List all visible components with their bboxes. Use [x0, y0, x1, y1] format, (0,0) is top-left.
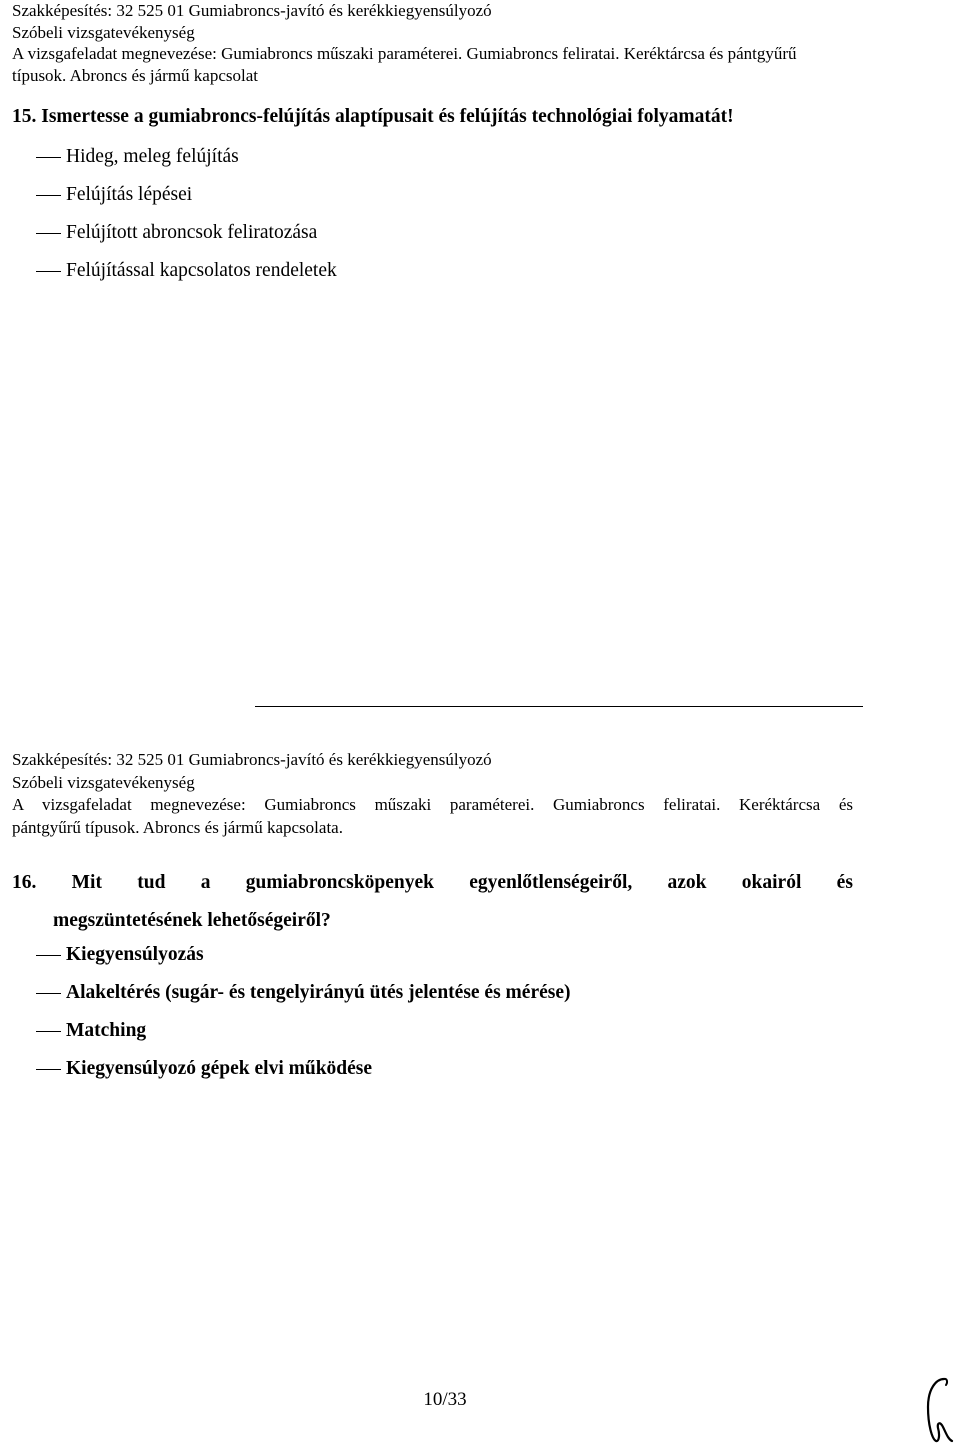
- question-16-title: [12, 864, 853, 940]
- list-item-text: Felújítással kapcsolatos rendeletek: [66, 260, 337, 281]
- list-item: [36, 1056, 571, 1094]
- list-item: [36, 182, 337, 220]
- list-item-text: Hideg, meleg felújítás: [66, 146, 239, 167]
- list-item-text: Kiegyensúlyozó gépek elvi működése: [66, 1058, 373, 1079]
- page-number: 10/33: [423, 1389, 467, 1410]
- list-item-text: Matching: [66, 1020, 147, 1041]
- dash-bullet-icon: [36, 955, 61, 956]
- list-item: [36, 942, 571, 980]
- question-word: okairól: [741, 872, 802, 893]
- list-item-text: Kiegyensúlyozás: [66, 944, 204, 965]
- question-word: egyenlőtlenségeiről,: [469, 872, 633, 893]
- section-header-line: pántgyűrű típusok. Abroncs és jármű kapcsolata.: [12, 817, 343, 837]
- header-line: A vizsgafeladat megnevezése: Gumiabroncs műszaki paraméterei. Gumiabroncs feliratai. Keréktárcsa és pántgyűrű: [12, 44, 797, 63]
- question-16-line2: megszüntetésének lehetőségeiről?: [53, 910, 331, 931]
- question-16-list: [36, 942, 571, 1094]
- header-line: Szakképesítés: 32 525 01 Gumiabroncs-javító és kerékkiegyensúlyozó: [12, 1, 492, 20]
- dash-bullet-icon: [36, 233, 61, 234]
- header-line: Szóbeli vizsgatevékenység: [12, 22, 195, 42]
- header-line: típusok. Abroncs és jármű kapcsolat: [12, 65, 258, 85]
- question-word: gumiabroncsköpenyek: [245, 872, 434, 893]
- section-header-line: A vizsgafeladat megnevezése: Gumiabroncs műszaki paraméterei. Gumiabroncs feliratai. Keréktárcsa és: [12, 795, 853, 814]
- question-word: és: [836, 872, 853, 893]
- question-15-list: [36, 144, 337, 296]
- question-word: a: [200, 872, 211, 893]
- dash-bullet-icon: [36, 157, 61, 158]
- question-word: tud: [137, 872, 166, 893]
- dash-bullet-icon: [36, 993, 61, 994]
- dash-bullet-icon: [36, 271, 61, 272]
- dash-bullet-icon: [36, 1031, 61, 1032]
- dash-bullet-icon: [36, 195, 61, 196]
- list-item-text: Felújítás lépései: [66, 184, 193, 205]
- horizontal-divider: [255, 706, 863, 707]
- list-item: [36, 220, 337, 258]
- question-number: 16.: [12, 872, 37, 893]
- page-header: [12, 0, 942, 86]
- handwritten-signature-icon: [918, 1373, 958, 1445]
- list-item-text: Alakeltérés (sugár- és tengelyirányú ütés jelentése és mérése): [66, 982, 571, 1003]
- section-header-line: Szóbeli vizsgatevékenység: [12, 772, 195, 792]
- list-item: [36, 980, 571, 1018]
- question-16-line1: [12, 864, 853, 902]
- section-header: [12, 749, 853, 839]
- section-header-line: Szakképesítés: 32 525 01 Gumiabroncs-javító és kerékkiegyensúlyozó: [12, 750, 492, 769]
- question-15-title: 15. Ismertesse a gumiabroncs-felújítás alaptípusait és felújítás technológiai folyamatát!: [12, 106, 734, 127]
- list-item: [36, 144, 337, 182]
- question-word: azok: [667, 872, 707, 893]
- list-item-text: Felújított abroncsok feliratozása: [66, 222, 318, 243]
- list-item: [36, 1018, 571, 1056]
- list-item: [36, 258, 337, 296]
- question-word: Mit: [71, 872, 102, 893]
- dash-bullet-icon: [36, 1069, 61, 1070]
